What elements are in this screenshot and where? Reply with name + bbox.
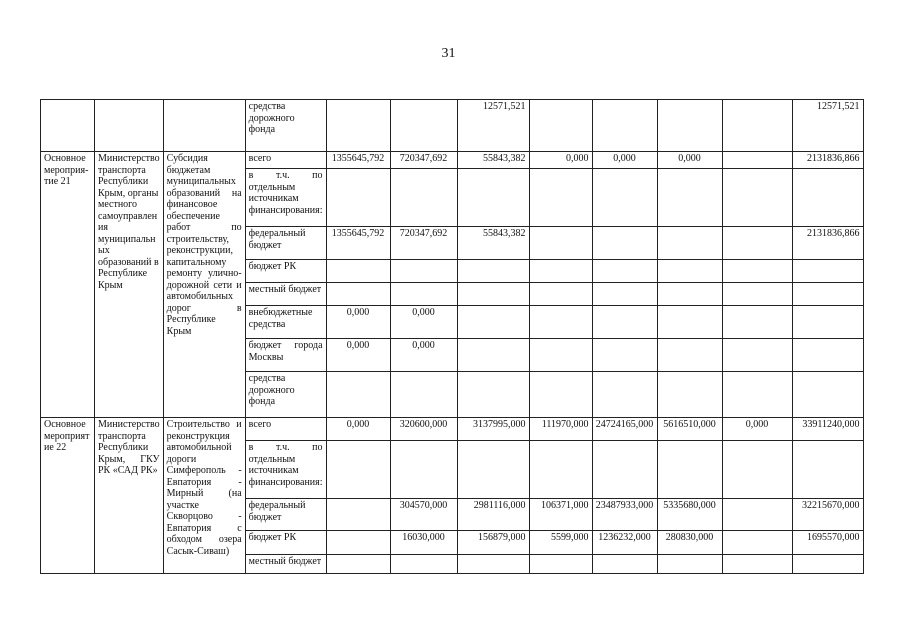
value-cell: 0,000 — [326, 418, 390, 441]
value-cell: 33911240,000 — [792, 418, 863, 441]
value-cell — [792, 169, 863, 227]
value-cell — [529, 169, 592, 227]
value-cell — [792, 306, 863, 339]
description-cell: Субсидия бюджетам муниципальных образований на финансовое обеспечение работ по строительству, реконструкции, капитальному ремонту улично-дорожной сети и автомобильных дорог в Республике Крым — [163, 152, 245, 418]
value-cell: 55843,382 — [457, 152, 529, 169]
value-cell: 280830,000 — [657, 531, 722, 555]
value-cell — [326, 555, 390, 574]
value-cell: 111970,000 — [529, 418, 592, 441]
value-cell: 0,000 — [592, 152, 657, 169]
value-cell: 2981116,000 — [457, 499, 529, 531]
value-cell — [457, 283, 529, 306]
value-cell: 5616510,000 — [657, 418, 722, 441]
funding-source-cell: федеральный бюджет — [245, 227, 326, 260]
value-cell — [657, 227, 722, 260]
value-cell: 0,000 — [390, 339, 457, 372]
value-cell — [722, 100, 792, 152]
value-cell — [592, 283, 657, 306]
value-cell — [657, 100, 722, 152]
value-cell — [722, 339, 792, 372]
funding-source-cell: всего — [245, 152, 326, 169]
value-cell: 1355645,792 — [326, 152, 390, 169]
activity-cell: Основное мероприя-тие 21 — [41, 152, 95, 418]
value-cell: 0,000 — [657, 152, 722, 169]
value-cell — [722, 441, 792, 499]
value-cell — [722, 531, 792, 555]
description-cell: Строительство и реконструкция автомобильной дороги Симферополь - Евпатория - Мирный (на участке Скворцово - Евпатория с обходом озера Сасык-Сиваш) — [163, 418, 245, 574]
value-cell — [457, 339, 529, 372]
value-cell: 55843,382 — [457, 227, 529, 260]
value-cell — [722, 152, 792, 169]
value-cell — [529, 555, 592, 574]
value-cell — [326, 441, 390, 499]
activity-cell: Основное мероприят ие 22 — [41, 418, 95, 574]
value-cell — [592, 260, 657, 283]
value-cell — [792, 260, 863, 283]
value-cell: 1355645,792 — [326, 227, 390, 260]
executor-cell: Министерство транспорта Республики Крым, органы местного самоуправлен ия муниципальн ых образований в Республике Крым — [95, 152, 164, 418]
value-cell — [529, 283, 592, 306]
value-cell: 0,000 — [722, 418, 792, 441]
table-row — [41, 100, 864, 152]
value-cell: 3137995,000 — [457, 418, 529, 441]
value-cell: 2131836,866 — [792, 152, 863, 169]
funding-source-cell: бюджет города Москвы — [245, 339, 326, 372]
value-cell — [529, 100, 592, 152]
value-cell — [592, 441, 657, 499]
value-cell — [722, 372, 792, 418]
budget-table — [40, 99, 864, 574]
value-cell — [529, 306, 592, 339]
value-cell — [592, 169, 657, 227]
value-cell — [326, 531, 390, 555]
value-cell — [792, 283, 863, 306]
value-cell — [529, 227, 592, 260]
value-cell — [326, 283, 390, 306]
value-cell — [457, 372, 529, 418]
value-cell: 720347,692 — [390, 152, 457, 169]
value-cell: 2131836,866 — [792, 227, 863, 260]
value-cell — [657, 260, 722, 283]
funding-source-cell: бюджет РК — [245, 531, 326, 555]
value-cell: 5335680,000 — [657, 499, 722, 531]
value-cell — [722, 555, 792, 574]
executor-cell — [95, 100, 164, 152]
funding-source-cell: всего — [245, 418, 326, 441]
value-cell — [326, 169, 390, 227]
value-cell — [457, 555, 529, 574]
funding-source-cell: бюджет РК — [245, 260, 326, 283]
value-cell — [326, 100, 390, 152]
value-cell: 0,000 — [326, 339, 390, 372]
value-cell — [529, 441, 592, 499]
value-cell — [657, 555, 722, 574]
value-cell: 106371,000 — [529, 499, 592, 531]
value-cell: 1236232,000 — [592, 531, 657, 555]
value-cell — [390, 372, 457, 418]
value-cell — [657, 283, 722, 306]
value-cell — [457, 441, 529, 499]
value-cell — [792, 339, 863, 372]
value-cell — [722, 260, 792, 283]
value-cell: 156879,000 — [457, 531, 529, 555]
page-number: 31 — [441, 46, 456, 61]
description-cell — [163, 100, 245, 152]
value-cell — [457, 169, 529, 227]
value-cell — [722, 306, 792, 339]
funding-source-cell: средства дорожного фонда — [245, 100, 326, 152]
value-cell — [457, 306, 529, 339]
value-cell — [457, 260, 529, 283]
value-cell — [390, 169, 457, 227]
funding-source-cell: внебюджетные средства — [245, 306, 326, 339]
funding-source-cell: федеральный бюджет — [245, 499, 326, 531]
value-cell — [592, 306, 657, 339]
value-cell — [390, 260, 457, 283]
value-cell — [722, 283, 792, 306]
funding-source-cell: в т.ч. по отдельным источникам финансирования: — [245, 169, 326, 227]
value-cell — [529, 260, 592, 283]
funding-source-cell: в т.ч. по отдельным источникам финансирования: — [245, 441, 326, 499]
activity-cell — [41, 100, 95, 152]
value-cell — [722, 169, 792, 227]
value-cell — [326, 260, 390, 283]
value-cell — [792, 555, 863, 574]
funding-source-cell: средства дорожного фонда — [245, 372, 326, 418]
value-cell: 0,000 — [390, 306, 457, 339]
value-cell: 12571,521 — [792, 100, 863, 152]
table-row — [41, 152, 864, 169]
value-cell — [657, 441, 722, 499]
value-cell — [657, 169, 722, 227]
value-cell — [326, 372, 390, 418]
value-cell: 24724165,000 — [592, 418, 657, 441]
value-cell — [592, 339, 657, 372]
funding-source-cell: местный бюджет — [245, 555, 326, 574]
table-row — [41, 418, 864, 441]
value-cell: 304570,000 — [390, 499, 457, 531]
value-cell — [390, 283, 457, 306]
value-cell — [592, 555, 657, 574]
value-cell — [722, 227, 792, 260]
funding-source-cell: местный бюджет — [245, 283, 326, 306]
value-cell: 0,000 — [326, 306, 390, 339]
value-cell — [722, 499, 792, 531]
value-cell: 0,000 — [529, 152, 592, 169]
value-cell — [326, 499, 390, 531]
value-cell — [390, 555, 457, 574]
value-cell — [657, 306, 722, 339]
value-cell: 32215670,000 — [792, 499, 863, 531]
value-cell — [390, 100, 457, 152]
value-cell: 16030,000 — [390, 531, 457, 555]
value-cell — [390, 441, 457, 499]
value-cell: 320600,000 — [390, 418, 457, 441]
value-cell — [529, 372, 592, 418]
value-cell — [792, 372, 863, 418]
value-cell — [529, 339, 592, 372]
value-cell — [592, 372, 657, 418]
value-cell — [657, 372, 722, 418]
executor-cell: Министерство транспорта Республики Крым, ГКУ РК «САД РК» — [95, 418, 164, 574]
value-cell: 12571,521 — [457, 100, 529, 152]
value-cell: 5599,000 — [529, 531, 592, 555]
value-cell: 1695570,000 — [792, 531, 863, 555]
value-cell — [657, 339, 722, 372]
value-cell — [792, 441, 863, 499]
value-cell — [592, 227, 657, 260]
value-cell: 720347,692 — [390, 227, 457, 260]
value-cell — [592, 100, 657, 152]
value-cell: 23487933,000 — [592, 499, 657, 531]
